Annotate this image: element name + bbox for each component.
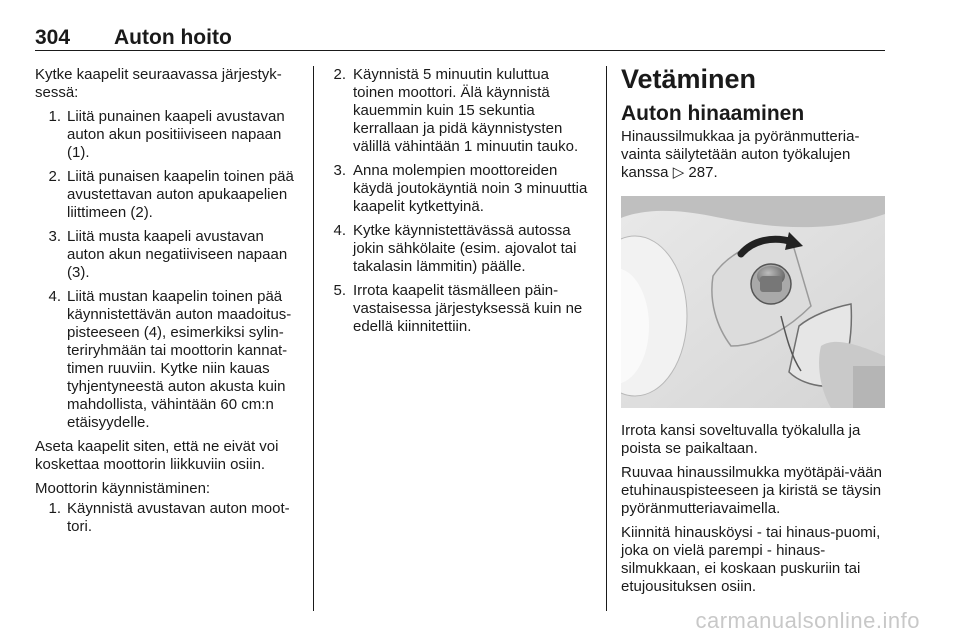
list-item: 4. Kytke käynnistettävässä autossa jokin sähkölaite (esim. ajovalot tai takalasin lämmitin) päälle.	[333, 222, 577, 275]
list-item: 1. Liitä punainen kaapeli avustavan auton akun positiiviseen napaan (1).	[48, 108, 285, 161]
screw-eye-text: Ruuvaa hinaussilmukka myötäpäi-vään etuhinauspisteeseen ja kiristä se täysin pyöränmutteriavaimella.	[621, 464, 882, 517]
attach-rope-text: Kiinnitä hinausköysi - tai hinaus-puomi, joka on vielä parempi - hinaus-silmukkaan, ei koskaan puskuriin tai etujousituksen osiin.	[621, 524, 881, 595]
page-header	[35, 26, 885, 51]
intro-text: Kytke kaapelit seuraavassa järjestyk-sessä:	[35, 66, 282, 101]
chapter-heading: Vetäminen	[621, 64, 757, 94]
towing-eye-illustration	[621, 196, 885, 408]
page-reference: 287.	[688, 164, 718, 181]
watermark: carmanualsonline.info	[695, 608, 920, 633]
page-reference-icon: ▷	[672, 164, 685, 181]
section-title: Auton hoito	[114, 26, 232, 49]
list-item: 2. Käynnistä 5 minuutin kuluttua toinen moottori. Älä käynnistä kauemmin kuin 15 sekuntia kerrallaan ja pidä käynnistysten välillä vähintään 1 minuutin tauko.	[333, 66, 579, 155]
start-steps-continued	[328, 66, 592, 336]
column-left	[35, 66, 299, 542]
start-steps-list	[35, 500, 299, 536]
list-item: 5. Irrota kaapelit täsmälleen päin-vastaisessa järjestyksessä kuin ne edellä kiinnitettiin.	[333, 282, 583, 335]
remove-cover-text: Irrota kansi soveltuvalla työkalulla ja poista se paikaltaan.	[621, 422, 861, 457]
intro-text: Hinaussilmukkaa ja pyöränmutteria-vainta säilytetään auton työkalujen kanssa ▷ 287.	[621, 128, 860, 181]
start-heading: Moottorin käynnistäminen:	[35, 480, 211, 497]
column-right	[621, 66, 887, 602]
list-item: 4. Liitä mustan kaapelin toinen pää käynnistettävän auton maadoitus-pisteeseen (4), esimerkiksi sylin-teriryhmään tai moottorin kannat-timen ruuviin. Kytke niin kauas tyhjentyneestä auton akusta kuin mahdollista, vähintään 60 cm:n etäisyydelle.	[48, 288, 292, 431]
cable-note: Aseta kaapelit siten, että ne eivät voi koskettaa moottorin liikkuviin osiin.	[35, 438, 279, 473]
list-item: 3. Liitä musta kaapeli avustavan auton akun negatiiviseen napaan (3).	[48, 228, 288, 281]
column-divider	[313, 66, 314, 611]
section-heading: Auton hinaaminen	[621, 102, 805, 125]
column-divider	[606, 66, 607, 611]
connect-steps-list	[35, 108, 299, 432]
list-item: 1. Käynnistä avustavan auton moot-tori.	[48, 500, 290, 535]
column-middle	[328, 66, 592, 342]
list-item: 2. Liitä punaisen kaapelin toinen pää avustettavan auton apukaapelien liittimeen (2).	[48, 168, 294, 221]
page-number: 304	[35, 26, 71, 49]
list-item: 3. Anna molempien moottoreiden käydä joutokäyntiä noin 3 minuuttia kaapelit kytkettyinä.	[333, 162, 588, 215]
